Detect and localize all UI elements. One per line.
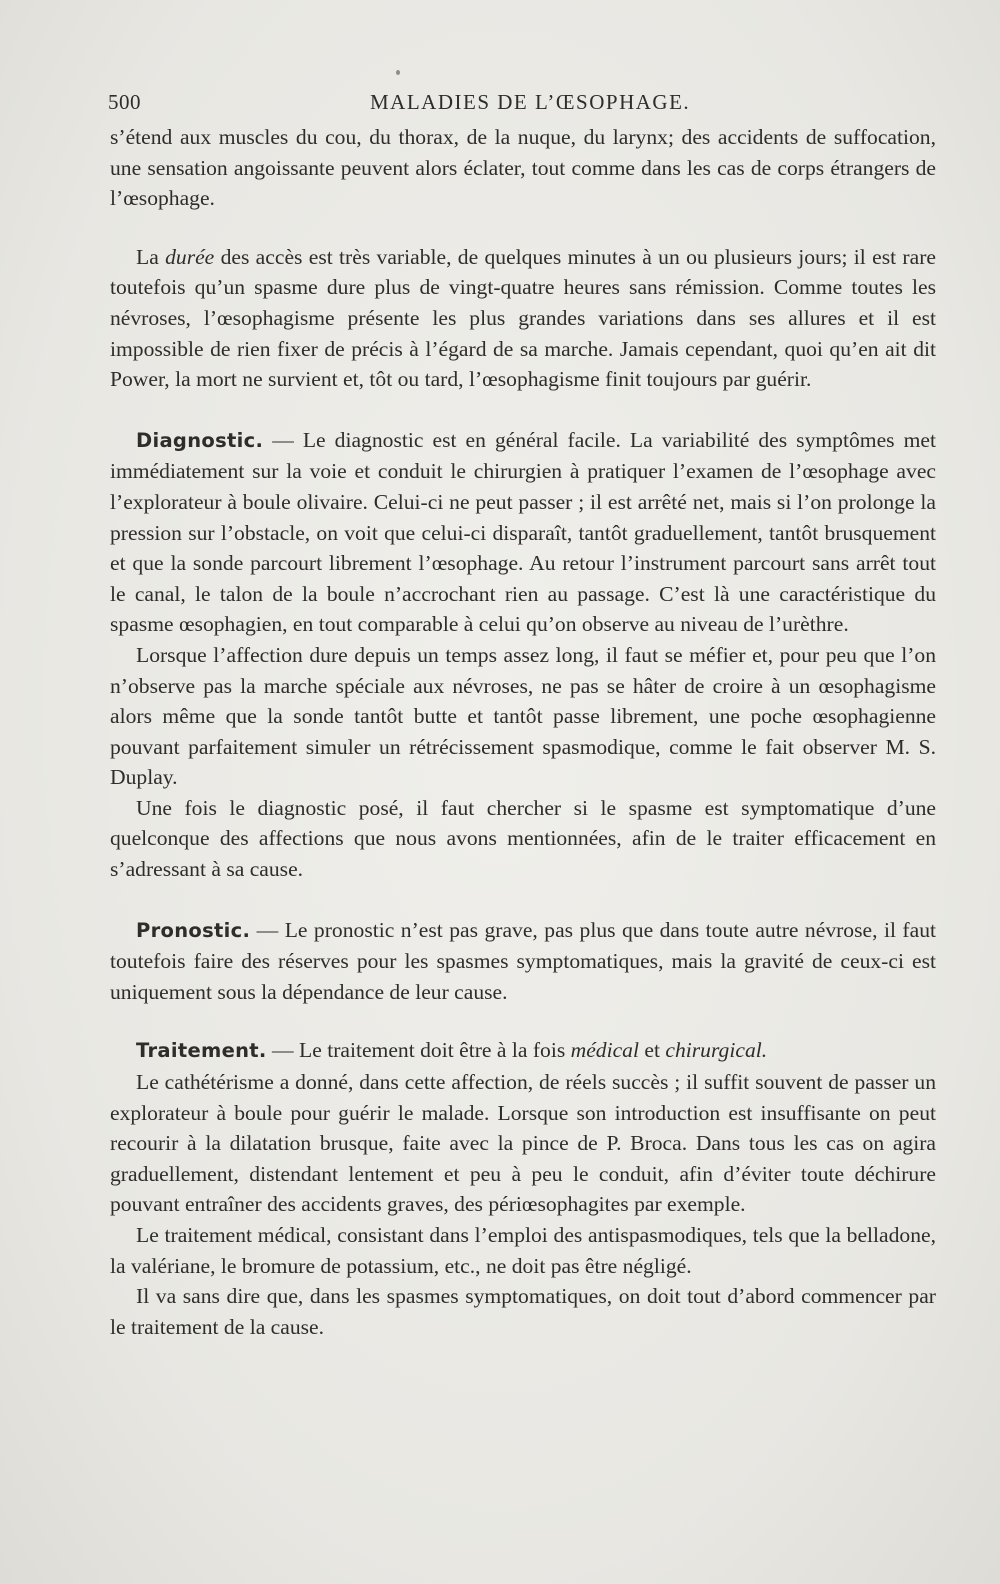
paragraph-traitement <box>110 1035 936 1067</box>
paragraph-text: — Le traitement doit être à la fois <box>266 1038 571 1063</box>
paragraph-affection: Lorsque l’affection dure depuis un temps assez long, il faut se méfier et, pour peu que l’on n’observe pas la marche spéciale aux névroses, ne pas se hâter de croire à un œsophagisme alors même que la sonde tantôt butte et tantôt passe librement, une poche œsophagienne pouvant parfaitement simuler un rétrécissement spasmodique, comme le fait observer M. S. Duplay. <box>110 642 936 790</box>
paragraph-text: — Le diagnostic est en général facile. La variabilité des symptômes met immédiatement sur la voie et conduit le chirurgien à pratiquer l’examen de l’œsophage avec l’explorateur à boule olivaire. Celui-ci ne peut passer ; il est arrêté net, mais si l’on prolonge la pression sur l’obstacle, on voit que celui-ci disparaît, tantôt graduellement, tantôt brusquement et que la sonde parcourt librement l’œsophage. Au retour l’instrument parcourt sans arrêt tout le canal, le talon de la boule n’accrochant rien au passage. C’est là une caractéristique du spasme œsophagien, en tout comparable à celui qu’on observe au niveau de l’urèthre. <box>110 427 936 637</box>
section-heading-diagnostic: Diagnostic. <box>136 428 264 452</box>
paragraph-text: et <box>638 1038 666 1063</box>
page-number: 500 <box>108 90 141 114</box>
body-text <box>110 122 936 1342</box>
paragraph-duree <box>110 242 936 395</box>
section-heading-pronostic: Pronostic. <box>136 918 251 942</box>
paragraph-catheterisme: Le cathétérisme a donné, dans cette affection, de réels succès ; il suffit souvent de passer un explorateur à boule pour guérir le malade. Lorsque son introduction est insuffisante on peut recourir à la dilatation brusque, faite avec la pince de P. Broca. Dans tous les cas on agira graduellement, distendant lentement et peu à peu le conduit, afin d’éviter toute déchirure pouvant entraîner des accidents graves, des périœsophagites par exemple. <box>110 1070 936 1217</box>
running-title: MALADIES DE L’ŒSOPHAGE. <box>370 90 691 114</box>
paragraph-text: — Le pronostic n’est pas grave, pas plus que dans toute autre névrose, il faut toutefois faire des réserves pour les spasmes symptomatiques, mais la gravité de ceux-ci est uniquement sous la dépendance de leur cause. <box>110 917 936 1004</box>
paragraph-text: des accès est très variable, de quelques minutes à un ou plusieurs jours; il est rare toutefois qu’un spasme dure plus de vingt-quatre heures sans rémission. Comme toutes les névroses, l’œsophagisme présente les plus grandes variations dans ses allures et il est impossible de rien fixer de précis à l’égard de sa marche. Jamais cependant, quoi qu’en ait dit Power, la mort ne survient et, tôt ou tard, l’œsophagisme finit toujours par guérir. <box>110 244 936 392</box>
print-speck <box>396 70 400 75</box>
emphasis-duree: durée <box>165 244 215 269</box>
paragraph-diagnostic <box>110 425 936 640</box>
running-head <box>108 90 938 118</box>
paragraph-traitement-medical: Le traitement médical, consistant dans l’emploi des antispasmodiques, tels que la belladone, la valériane, le bromure de potassium, etc., ne doit pas être négligé. <box>110 1223 936 1278</box>
paragraph-pronostic <box>110 915 936 1008</box>
emphasis-chirurgical: chirurgical. <box>665 1038 768 1063</box>
paragraph-conclusion: Il va sans dire que, dans les spasmes symptomatiques, on doit tout d’abord commencer par le traitement de la cause. <box>110 1284 936 1339</box>
paragraph-diagnostic-pose: Une fois le diagnostic posé, il faut chercher si le spasme est symptomatique d’une quelconque des affections que nous avons mentionnées, afin de le traiter efficacement en s’adressant à sa cause. <box>110 795 936 882</box>
paragraph-intro: s’étend aux muscles du cou, du thorax, de la nuque, du larynx; des accidents de suffocation, une sensation angoissante peuvent alors éclater, tout comme dans les cas de corps étrangers de l’œsophage. <box>110 125 936 211</box>
emphasis-medical: médical <box>570 1038 639 1063</box>
paragraph-text: La <box>136 244 166 269</box>
section-heading-traitement: Traitement. <box>136 1039 267 1063</box>
